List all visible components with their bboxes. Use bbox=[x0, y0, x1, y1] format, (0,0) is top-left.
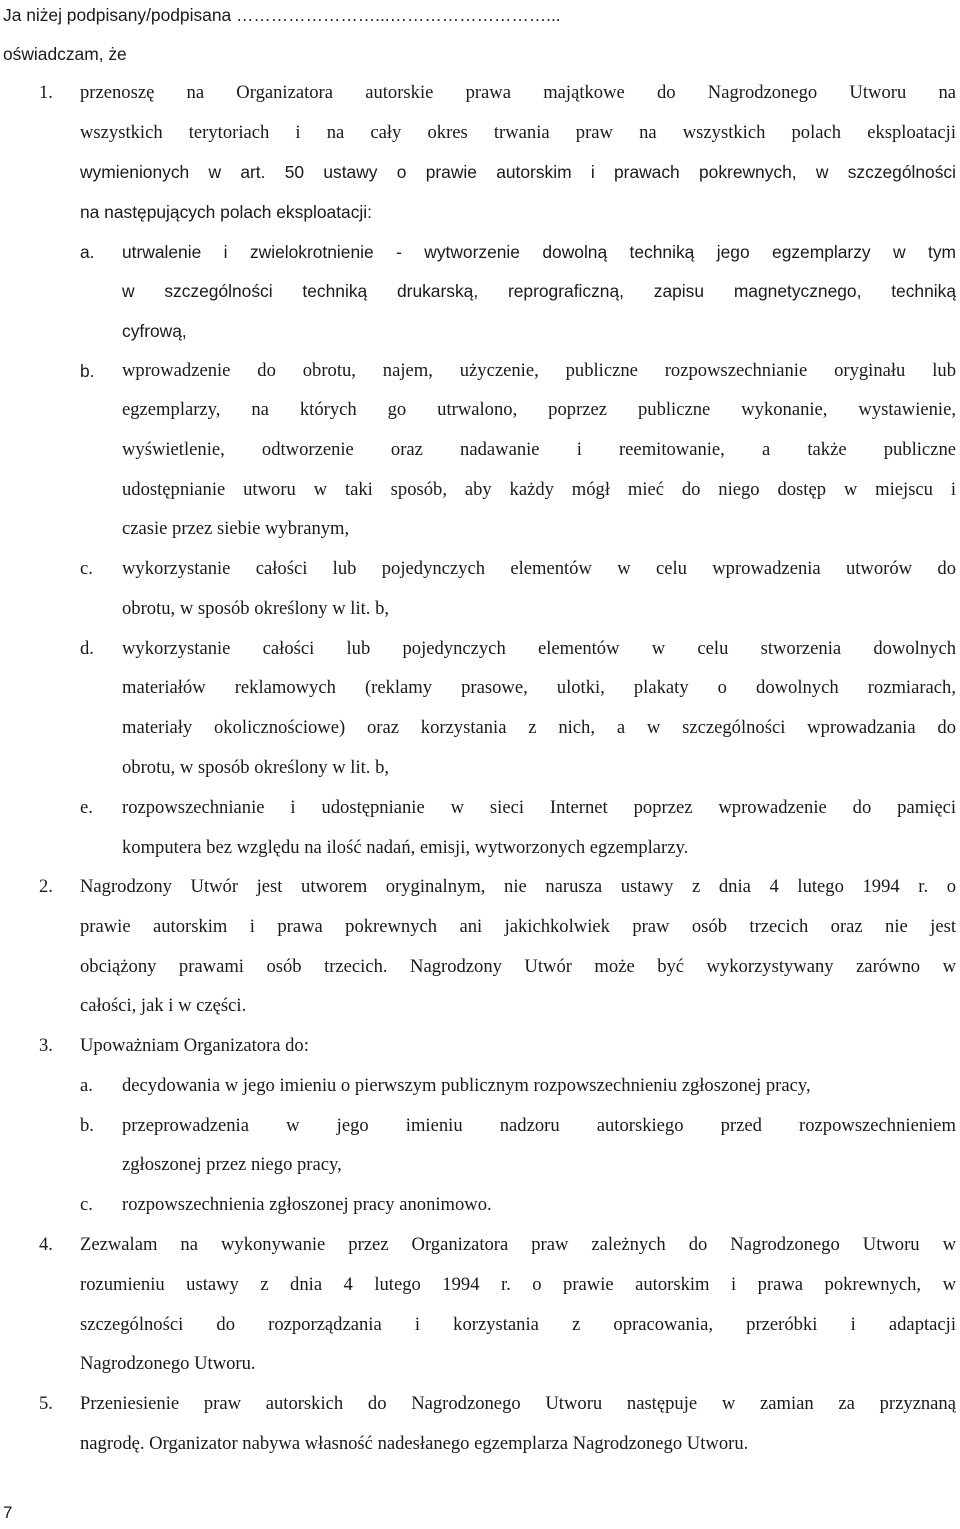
item-1-line-1: przenoszę na Organizatora autorskie prawa majątkowe do Nagrodzonego Utworu na bbox=[80, 82, 956, 103]
item-3-line-1: Upoważniam Organizatora do: bbox=[80, 1035, 309, 1056]
item-5-line-1: Przeniesienie praw autorskich do Nagrodzonego Utworu następuje w zamian za przyznaną bbox=[80, 1393, 956, 1414]
declaration-intro: oświadczam, że bbox=[3, 44, 127, 64]
item-1-line-2: wszystkich terytoriach i na cały okres trwania praw na wszystkich polach eksploatacji bbox=[80, 122, 956, 143]
item-4-line-2: rozumieniu ustawy z dnia 4 lutego 1994 r. o prawie autorskim i prawa pokrewnych, w bbox=[80, 1274, 956, 1295]
item-1-line-4: na następujących polach eksploatacji: bbox=[80, 202, 372, 222]
item-4-number: 4. bbox=[39, 1234, 53, 1255]
item-1c-letter: c. bbox=[80, 558, 93, 579]
item-1d-line-2: materiałów reklamowych (reklamy prasowe, ulotki, plakaty o dowolnych rozmiarach, bbox=[122, 677, 956, 698]
item-3-number: 3. bbox=[39, 1035, 53, 1056]
item-1d-letter: d. bbox=[80, 638, 94, 659]
item-1b-line-3: wyświetlenie, odtworzenie oraz nadawanie i reemitowanie, a także publiczne bbox=[122, 439, 956, 460]
item-1e-line-2: komputera bez względu na ilość nadań, emisji, wytworzonych egzemplarzy. bbox=[122, 837, 689, 858]
item-2-number: 2. bbox=[39, 876, 53, 897]
item-2-line-4: całości, jak i w części. bbox=[80, 995, 247, 1016]
item-1c-line-1: wykorzystanie całości lub pojedynczych elementów w celu wprowadzenia utworów do bbox=[122, 558, 956, 579]
item-3b-line-1: przeprowadzenia w jego imieniu nadzoru autorskiego przed rozpowszechnieniem bbox=[122, 1115, 956, 1136]
item-2-line-3: obciążony prawami osób trzecich. Nagrodzony Utwór może być wykorzystywany zarówno w bbox=[80, 956, 956, 977]
item-1a-line-3: cyfrową, bbox=[122, 321, 187, 341]
item-1d-line-1: wykorzystanie całości lub pojedynczych elementów w celu stworzenia dowolnych bbox=[122, 638, 956, 659]
item-1-number: 1. bbox=[39, 82, 53, 103]
item-1b-line-5: czasie przez siebie wybranym, bbox=[122, 518, 350, 539]
item-1d-line-4: obrotu, w sposób określony w lit. b, bbox=[122, 757, 390, 778]
item-2-line-1: Nagrodzony Utwór jest utworem oryginalnym, nie narusza ustawy z dnia 4 lutego 1994 r. o bbox=[80, 876, 956, 897]
item-4-line-1: Zezwalam na wykonywanie przez Organizatora praw zależnych do Nagrodzonego Utworu w bbox=[80, 1234, 956, 1255]
item-1b-line-1: wprowadzenie do obrotu, najem, użyczenie, publiczne rozpowszechnianie oryginału lub bbox=[122, 360, 956, 381]
item-5-line-2: nagrodę. Organizator nabywa własność nadesłanego egzemplarza Nagrodzonego Utworu. bbox=[80, 1433, 749, 1454]
signatory-line: Ja niżej podpisany/podpisana ……………………...………………………... bbox=[3, 5, 561, 25]
item-1b-line-2: egzemplarzy, na których go utrwalono, poprzez publiczne wykonanie, wystawienie, bbox=[122, 399, 956, 420]
item-1e-letter: e. bbox=[80, 797, 93, 818]
item-1c-line-2: obrotu, w sposób określony w lit. b, bbox=[122, 598, 390, 619]
item-3c-letter: c. bbox=[80, 1194, 93, 1215]
item-1b-letter: b. bbox=[80, 361, 95, 381]
item-1a-line-1: utrwalenie i zwielokrotnienie - wytworzenie dowolną techniką jego egzemplarzy w tym bbox=[122, 242, 956, 262]
item-1-line-3: wymienionych w art. 50 ustawy o prawie autorskim i prawach pokrewnych, w szczególności bbox=[80, 162, 956, 182]
item-3b-line-2: zgłoszonej przez niego pracy, bbox=[122, 1154, 342, 1175]
item-1b-line-4: udostępnianie utworu w taki sposób, aby każdy mógł mieć do niego dostęp w miejscu i bbox=[122, 479, 956, 500]
item-4-line-4: Nagrodzonego Utworu. bbox=[80, 1353, 256, 1374]
item-2-line-2: prawie autorskim i prawa pokrewnych ani jakichkolwiek praw osób trzecich oraz nie jest bbox=[80, 916, 956, 937]
item-1e-line-1: rozpowszechnianie i udostępnianie w sieci Internet poprzez wprowadzenie do pamięci bbox=[122, 797, 956, 818]
item-3a-letter: a. bbox=[80, 1075, 93, 1096]
item-1a-line-2: w szczególności techniką drukarską, reprograficzną, zapisu magnetycznego, techniką bbox=[122, 281, 956, 301]
item-5-number: 5. bbox=[39, 1393, 53, 1414]
item-3b-letter: b. bbox=[80, 1115, 94, 1136]
item-1a-letter: a. bbox=[80, 242, 95, 262]
item-1d-line-3: materiały okolicznościowe) oraz korzystania z nich, a w szczególności wprowadzania do bbox=[122, 717, 956, 738]
item-3c-line-1: rozpowszechnienia zgłoszonej pracy anonimowo. bbox=[122, 1194, 492, 1215]
item-4-line-3: szczególności do rozporządzania i korzystania z opracowania, przeróbki i adaptacji bbox=[80, 1314, 956, 1335]
page-number: 7 bbox=[3, 1503, 13, 1522]
item-3a-line-1: decydowania w jego imieniu o pierwszym publicznym rozpowszechnieniu zgłoszonej pracy, bbox=[122, 1075, 811, 1096]
